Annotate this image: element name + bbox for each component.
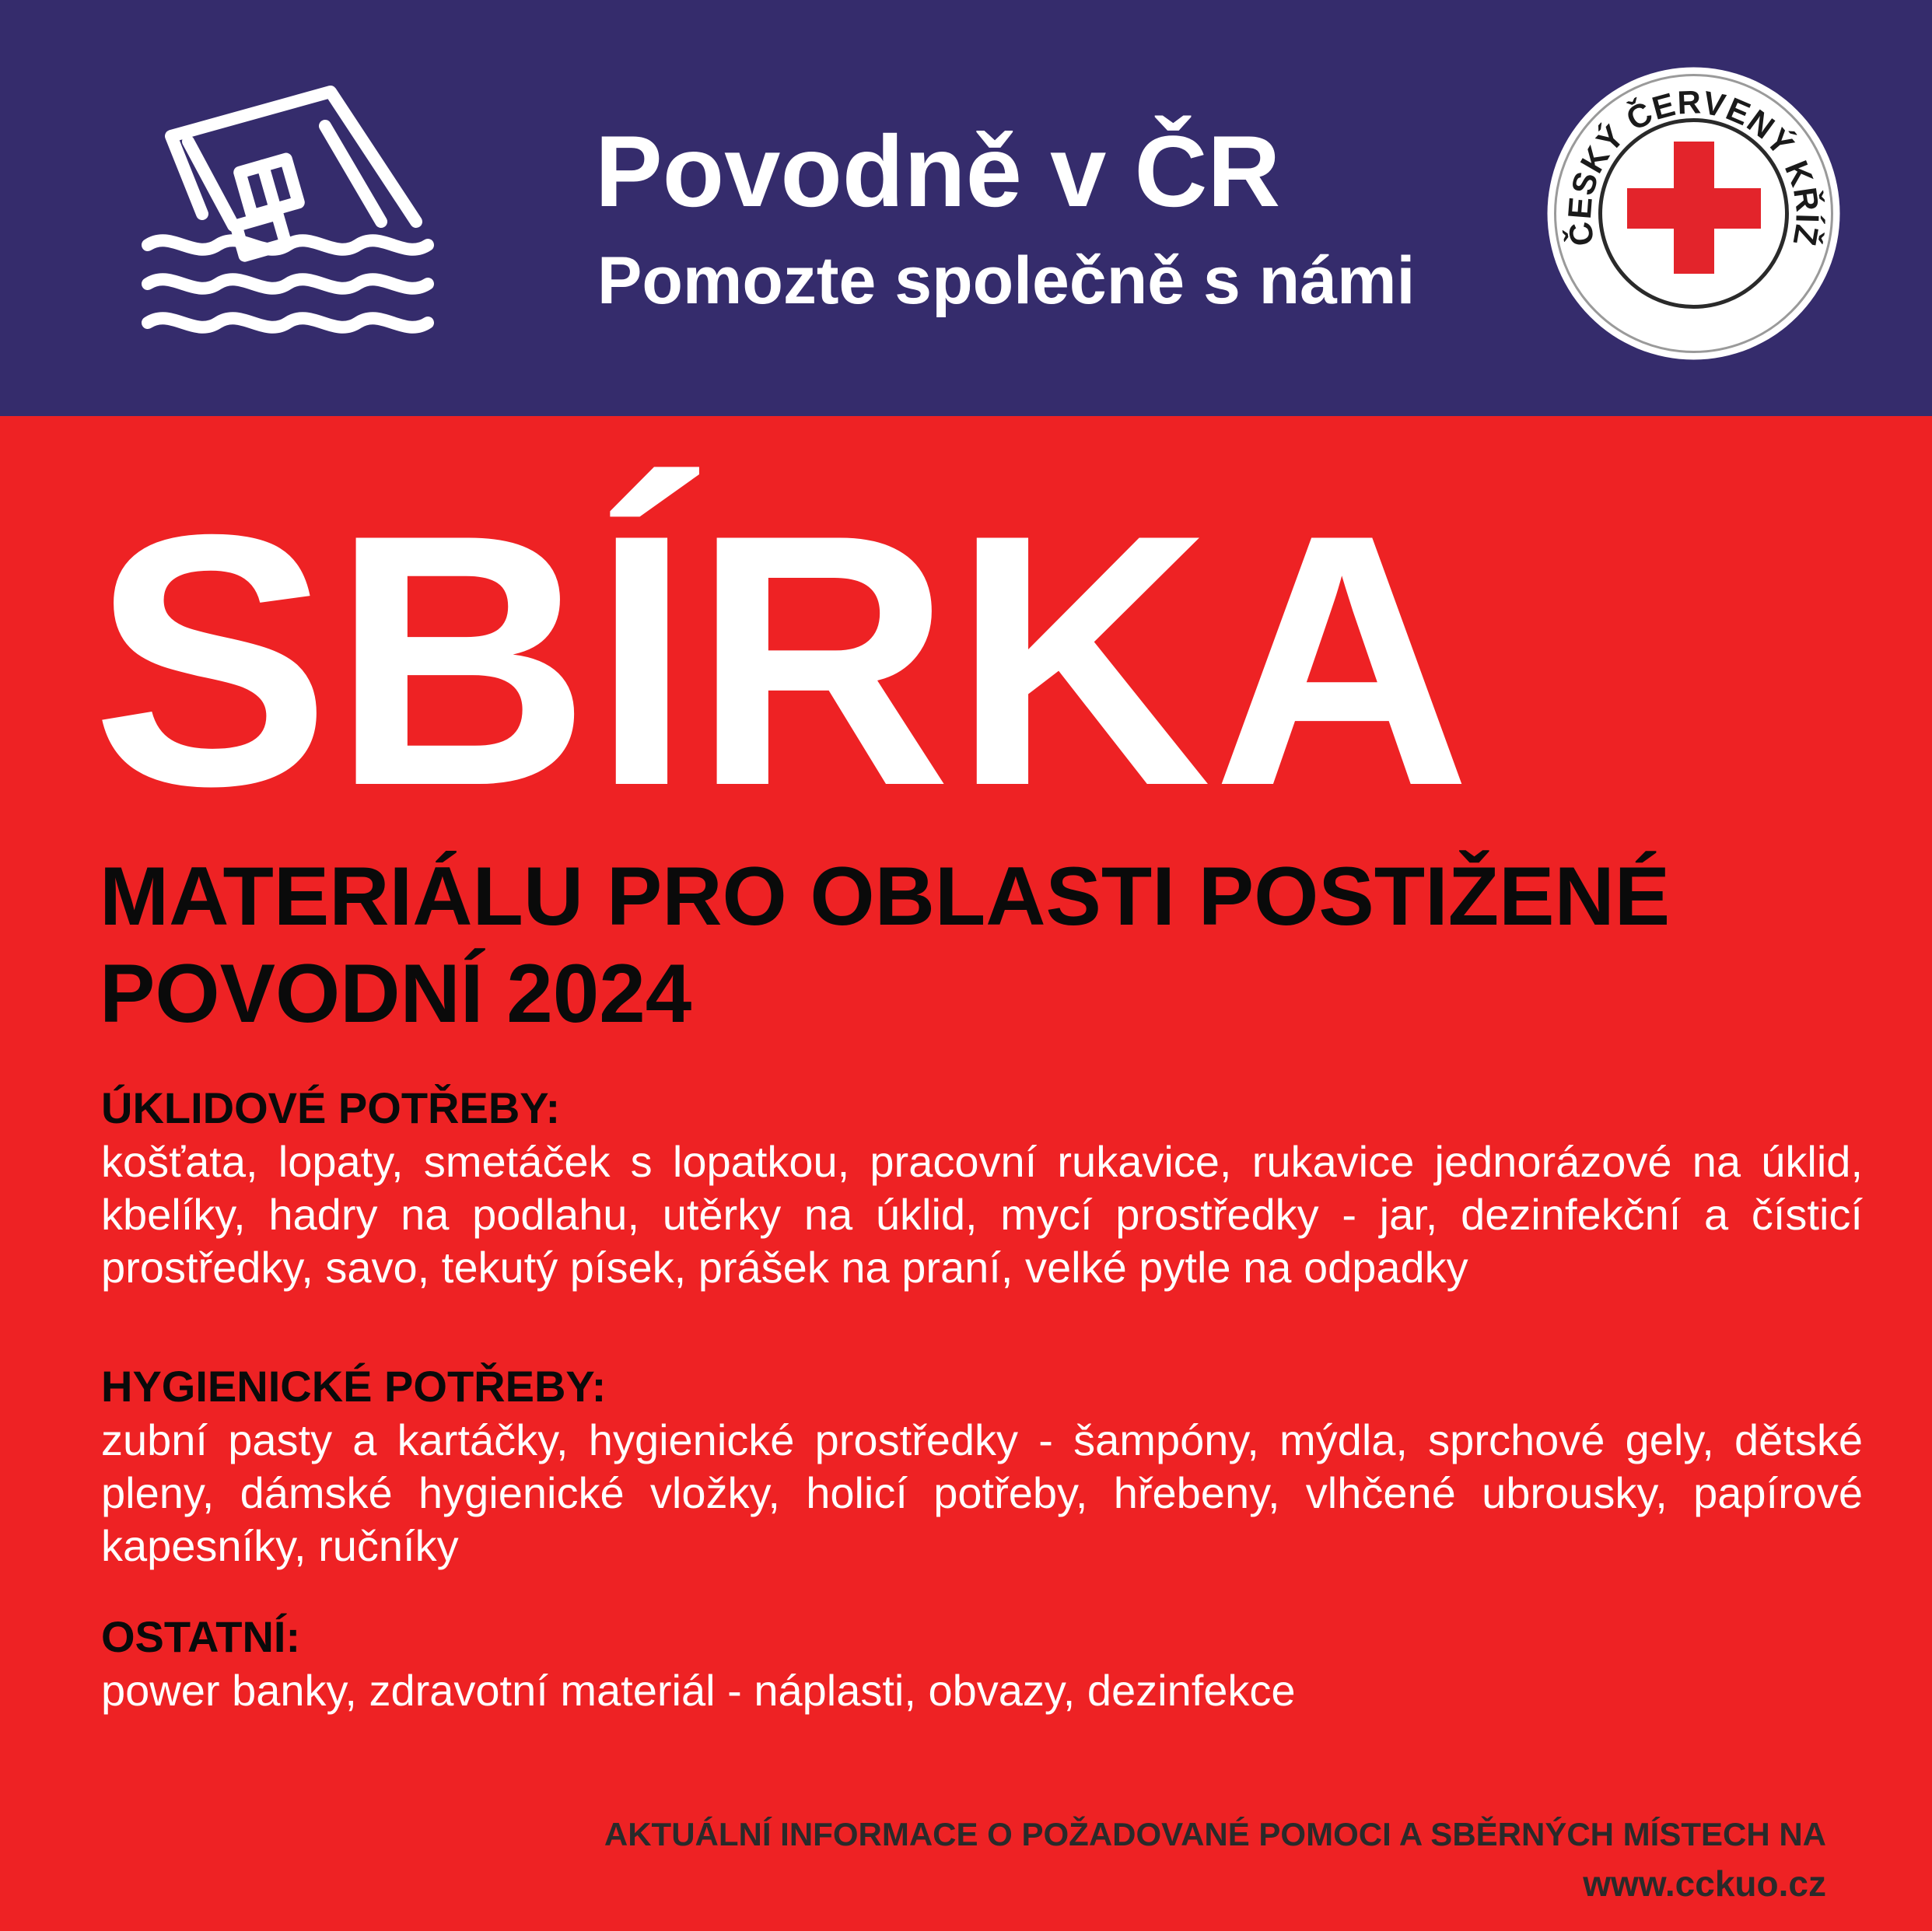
- section-heading: ÚKLIDOVÉ POTŘEBY:: [101, 1083, 561, 1132]
- red-cross-logo: [1544, 64, 1843, 363]
- header-banner: [0, 0, 1932, 416]
- section-other: [101, 1610, 1863, 1717]
- footer-info: AKTUÁLNÍ INFORMACE O POŽADOVANÉ POMOCI A SBĚRNÝCH MÍSTECH NA: [604, 1816, 1826, 1852]
- main-title: SBÍRKA: [92, 461, 1473, 860]
- section-heading: HYGIENICKÉ POTŘEBY:: [101, 1362, 607, 1411]
- logo-text: ČESKÝ ČERVENÝ KŘÍŽ: [1560, 83, 1826, 250]
- section-text: košťata, lopaty, smetáček s lopatkou, pracovní rukavice, rukavice jednorázové na úklid, kbelíky, hadry na podlahu, utěrky na úklid, mycí prostředky - jar, dezinfekční a čísticí prostředky, savo, tekutý písek, prášek na praní, velké pytle na odpadky: [101, 1137, 1863, 1292]
- main-subtitle: [100, 848, 1888, 1042]
- footer-url-link[interactable]: www.cckuo.cz: [1583, 1863, 1826, 1904]
- header-title: Povodně v ČR: [595, 114, 1281, 228]
- subtitle-line-2: POVODNÍ 2024: [100, 946, 692, 1040]
- header-subtitle: Pomozte společně s námi: [597, 243, 1416, 318]
- section-text: power banky, zdravotní materiál - náplasti, obvazy, dezinfekce: [101, 1666, 1296, 1715]
- section-cleaning: [101, 1081, 1863, 1294]
- section-heading: OSTATNÍ:: [101, 1612, 301, 1661]
- flooded-house-icon: [140, 78, 467, 342]
- subtitle-line-1: MATERIÁLU PRO OBLASTI POSTIŽENÉ: [100, 849, 1671, 943]
- section-text: zubní pasty a kartáčky, hygienické prostředky - šampóny, mýdla, sprchové gely, dětské pleny, dámské hygienické vložky, holicí potřeby, hřebeny, vlhčené ubrousky, papírové kapesníky, ručníky: [101, 1415, 1863, 1570]
- section-hygiene: [101, 1359, 1863, 1572]
